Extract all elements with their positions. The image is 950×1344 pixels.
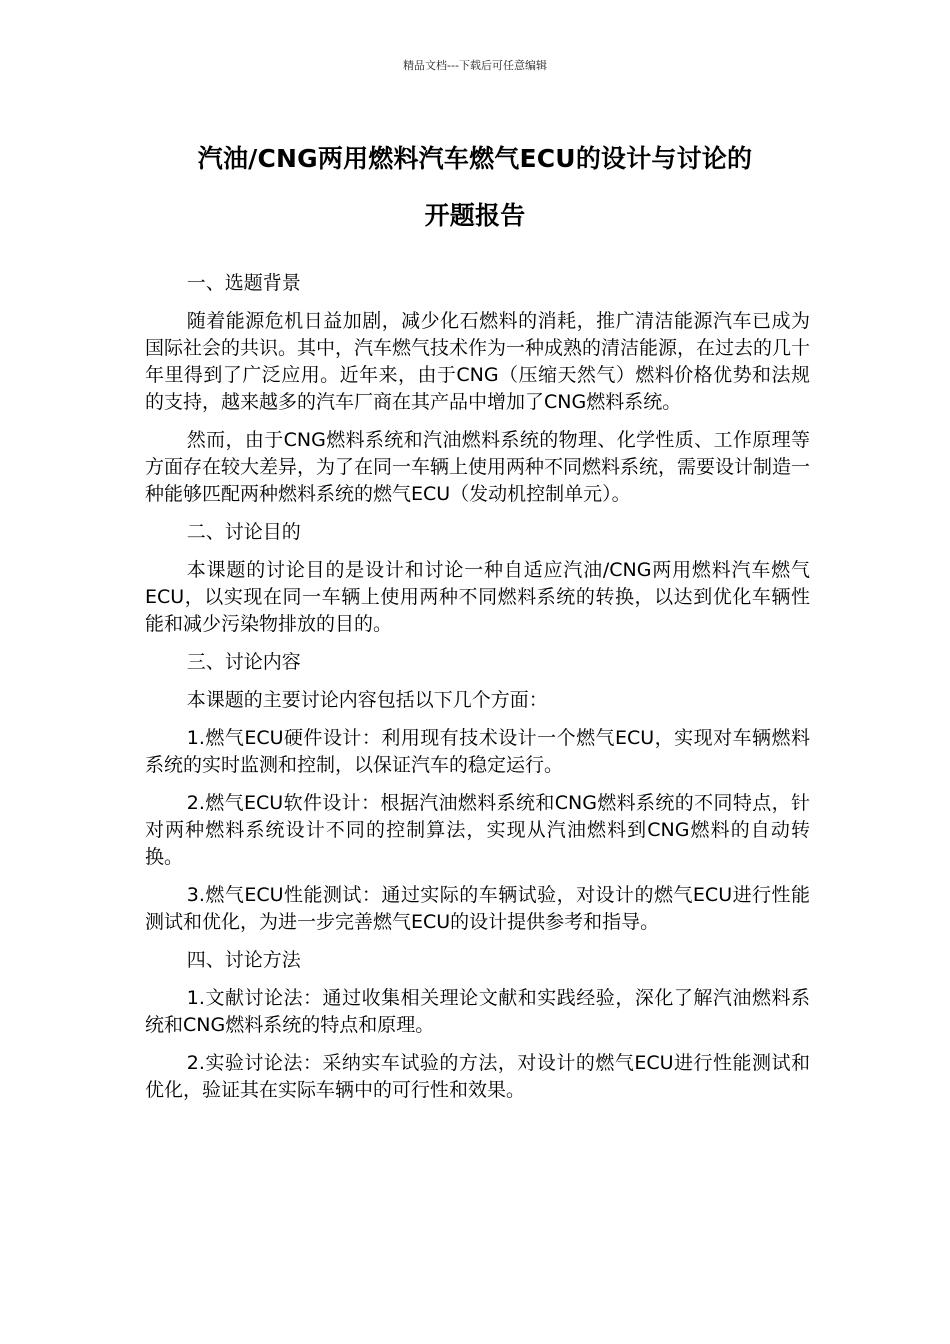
purpose-paragraph: 本课题的讨论目的是设计和讨论一种自适应汽油/CNG两用燃料汽车燃气ECU，以实现在同一车辆上使用两种不同燃料系统的转换，以达到优化车辆性能和减少污染物排放的目的。 (145, 559, 810, 635)
content-item-1: 1.燃气ECU硬件设计：利用现有技术设计一个燃气ECU，实现对车辆燃料系统的实时监测和控制，以保证汽车的稳定运行。 (145, 727, 810, 776)
background-paragraph-1: 随着能源危机日益加剧，减少化石燃料的消耗，推广清洁能源汽车已成为国际社会的共识。其中，汽车燃气技术作为一种成熟的清洁能源，在过去的几十年里得到了广泛应用。近年来，由于CNG（压缩天然气）燃料价格优势和法规的支持，越来越多的汽车厂商在其产品中增加了CNG燃料系统。 (145, 310, 811, 413)
content-item-2: 2.燃气ECU软件设计：根据汽油燃料系统和CNG燃料系统的不同特点，针对两种燃料系统设计不同的控制算法，实现从汽油燃料到CNG燃料的自动转换。 (145, 792, 810, 868)
title-line-1: 汽油/CNG两用燃料汽车燃气ECU的设计与讨论的 (197, 144, 753, 173)
document-title (140, 130, 810, 244)
section-heading-background: 一、选题背景 (186, 272, 301, 294)
method-item-2: 2.实验讨论法：采纳实车试验的方法，对设计的燃气ECU进行性能测试和优化，验证其在实际车辆中的可行性和效果。 (145, 1052, 810, 1101)
method-item-1: 1.文献讨论法：通过收集相关理论文献和实践经验，深化了解汽油燃料系统和CNG燃料系统的特点和原理。 (145, 987, 810, 1036)
content-item-3: 3.燃气ECU性能测试：通过实际的车辆试验，对设计的燃气ECU进行性能测试和优化，为进一步完善燃气ECU的设计提供参考和指导。 (145, 884, 810, 933)
title-line-2: 开题报告 (424, 201, 526, 230)
section-heading-method: 四、讨论方法 (186, 949, 301, 971)
background-paragraph-2: 然而，由于CNG燃料系统和汽油燃料系统的物理、化学性质、工作原理等方面存在较大差异，为了在同一车辆上使用两种不同燃料系统，需要设计制造一种能够匹配两种燃料系统的燃气ECU（发动机控制单元）。 (145, 429, 811, 505)
section-heading-content: 三、讨论内容 (186, 651, 301, 673)
document-body (145, 270, 810, 1115)
content-intro: 本课题的主要讨论内容包括以下几个方面： (186, 689, 548, 711)
page-header-watermark: 精品文档---下载后可任意编辑 (403, 59, 547, 72)
section-heading-purpose: 二、讨论目的 (186, 521, 301, 543)
